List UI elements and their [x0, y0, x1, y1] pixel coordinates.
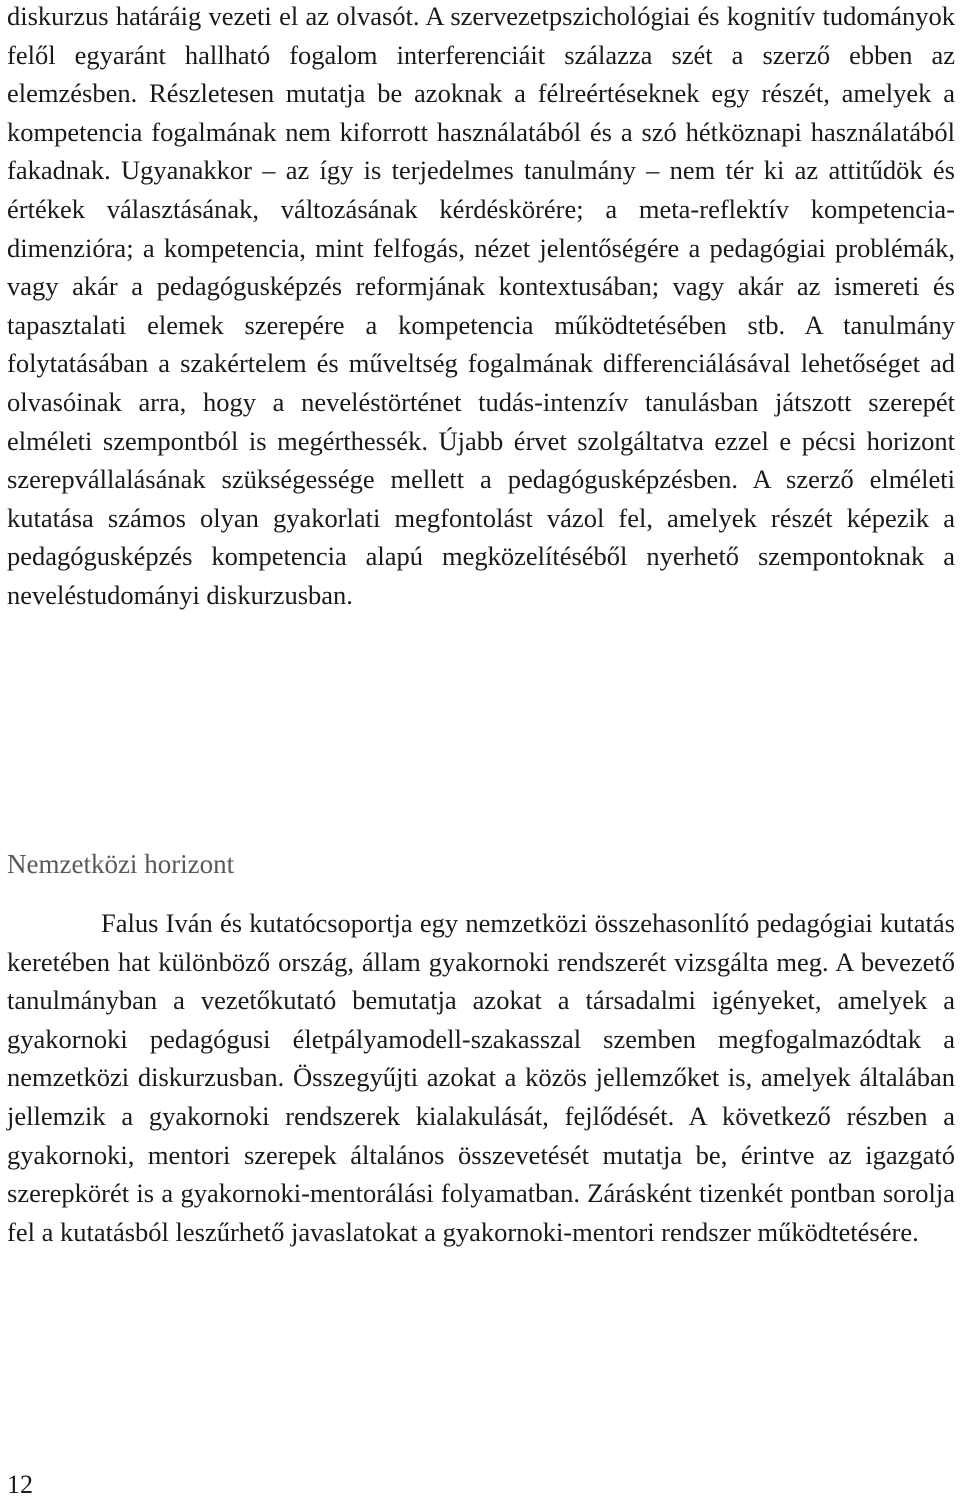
body-paragraph: diskurzus határáig vezeti el az olvasót. A szervezetpszichológiai és kognitív tudományok felől egyaránt hallható fogalom interferenciáit szálazza szét a szerző ebben az elemzésben. Részletesen mutatja be azoknak a félreértéseknek egy részét, amelyek a kompetencia fogalmának nem kiforrott használatából és a szó hétköznapi használatából fakadnak. Ugyanakkor – az így is terjedelmes tanulmány – nem tér ki az attitűdök és értékek választásának, változásának kérdéskörére; a meta-reflektív kompetencia-dimenzióra; a kompetencia, mint felfogás, nézet jelentőségére a pedagógiai problémák, vagy akár a pedagógusképzés reformjának kontextusában; vagy akár az ismereti és tapasztalati elemek szerepére a kompetencia működtetésében stb. A tanulmány folytatásában a szakértelem és műveltség fogalmának differenciálásával lehetőséget ad olvasóinak arra, hogy a neveléstörténet tudás-intenzív tanulásban játszott szerepét elméleti szempontból is megérthessék. Újabb érvet szolgáltatva ezzel e pécsi horizont szerepvállalásának szükségessége mellett a pedagógusképzésben. A szerző elméleti kutatása számos olyan gyakorlati megfontolást vázol fel, amelyek részét képezik a pedagógusképzés kompetencia alapú megközelítéséből nyerhető szempontoknak a neveléstudományi diskurzusban. — [7, 1, 955, 610]
body-paragraph: Falus Iván és kutatócsoportja egy nemzetközi összehasonlító pedagógiai kutatás keretében hat különböző ország, állam gyakornoki rendszerét vizsgálta meg. A bevezető tanulmányban a vezetőkutató bemutatja azokat a társadalmi igényeket, amelyek a gyakornoki pedagógusi életpályamodell-szakasszal szemben megfogalmazódtak a nemzetközi diskurzusban. Összegyűjti azokat a közös jellemzőket is, amelyek általában jellemzik a gyakornoki rendszerek kialakulását, fejlődését. A következő részben a gyakornoki, mentori szerepek általános összevetését mutatja be, érintve az igazgató szerepkörét is a gyakornoki-mentorálási folyamatban. Zárásként tizenkét pontban sorolja fel a kutatásból leszűrhető javaslatokat a gyakornoki-mentori rendszer működtetésére. — [7, 908, 955, 1247]
page-number: 12 — [7, 1470, 33, 1499]
section-heading: Nemzetközi horizont — [7, 849, 235, 879]
